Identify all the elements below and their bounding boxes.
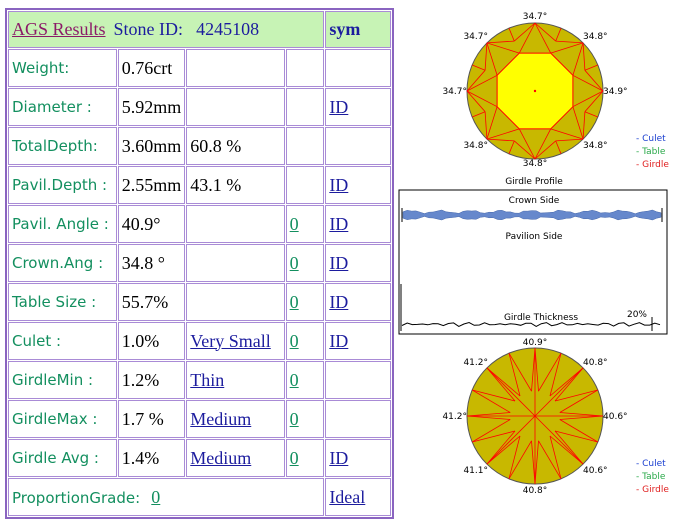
row-label: Diameter : bbox=[8, 88, 117, 126]
row-value: 2.55mm bbox=[118, 166, 186, 204]
row-id bbox=[325, 127, 391, 165]
crown-angle-zero-link[interactable]: 0 bbox=[289, 252, 299, 273]
row-extra bbox=[186, 283, 284, 321]
crown-angle-top: 34.7° bbox=[522, 12, 548, 22]
legend-bottom bbox=[636, 458, 669, 497]
legend-table: - Table bbox=[636, 472, 666, 482]
proportion-grade-link[interactable]: 0 bbox=[151, 486, 161, 507]
row-extra bbox=[186, 49, 284, 87]
table-row bbox=[8, 49, 391, 87]
crown-angle-bottom-left: 34.8° bbox=[463, 141, 488, 151]
row-value: 1.0% bbox=[118, 322, 186, 360]
girdle-max-zero-link[interactable]: 0 bbox=[289, 408, 299, 429]
row-label: Girdle Avg : bbox=[8, 439, 117, 477]
row-value: 1.2% bbox=[118, 361, 186, 399]
table-row bbox=[8, 400, 391, 438]
results-header-row bbox=[8, 11, 391, 48]
row-id bbox=[325, 400, 391, 438]
legend-table: - Table bbox=[636, 147, 666, 157]
culet-zero-link[interactable]: 0 bbox=[289, 330, 299, 351]
culet-grade-link[interactable]: Very Small bbox=[190, 330, 271, 351]
stone-id-value: 4245108 bbox=[196, 19, 260, 39]
row-label: Pavil. Angle : bbox=[8, 205, 117, 243]
girdle-min-zero-link[interactable]: 0 bbox=[289, 369, 299, 390]
row-label: Table Size : bbox=[8, 283, 117, 321]
row-label: GirdleMax : bbox=[8, 400, 117, 438]
girdle-avg-zero-link[interactable]: 0 bbox=[289, 447, 299, 468]
table-row bbox=[8, 439, 391, 477]
diameter-id-link[interactable]: ID bbox=[329, 96, 349, 117]
table-row bbox=[8, 127, 391, 165]
crown-angle-bottom-right: 34.8° bbox=[583, 141, 608, 151]
row-zero bbox=[286, 127, 325, 165]
crown-angle-id-link[interactable]: ID bbox=[329, 252, 349, 273]
sym-label: sym bbox=[329, 19, 361, 39]
row-value: 5.92mm bbox=[118, 88, 186, 126]
row-value: 34.8 ° bbox=[118, 244, 186, 282]
row-label: Pavil.Depth : bbox=[8, 166, 117, 204]
results-table bbox=[5, 8, 394, 519]
row-value: 0.76crt bbox=[118, 49, 186, 87]
proportion-label: ProportionGrade: bbox=[12, 488, 141, 507]
row-extra bbox=[186, 205, 284, 243]
culet-id-link[interactable]: ID bbox=[329, 330, 349, 351]
crown-angle-top-left: 34.7° bbox=[463, 32, 488, 42]
row-value: 1.4% bbox=[118, 439, 186, 477]
girdle-thickness-label: Girdle Thickness bbox=[503, 313, 579, 323]
row-id bbox=[325, 361, 391, 399]
proportion-cell bbox=[8, 478, 324, 516]
crown-angle-right: 34.9° bbox=[603, 87, 628, 97]
row-extra: 43.1 % bbox=[186, 166, 284, 204]
table-row bbox=[8, 322, 391, 360]
pavilion-facet-lines bbox=[467, 348, 603, 484]
girdle-profile-title: Girdle Profile bbox=[505, 177, 563, 187]
table-row bbox=[8, 88, 391, 126]
table-row bbox=[8, 244, 391, 282]
crown-angle-top-right: 34.8° bbox=[583, 32, 608, 42]
pavil-depth-id-link[interactable]: ID bbox=[329, 174, 349, 195]
table-size-zero-link[interactable]: 0 bbox=[289, 291, 299, 312]
table-size-id-link[interactable]: ID bbox=[329, 291, 349, 312]
results-header-cell bbox=[8, 11, 324, 48]
legend-culet: - Culet bbox=[636, 134, 666, 144]
legend-culet: - Culet bbox=[636, 459, 666, 469]
girdle-avg-grade-link[interactable]: Medium bbox=[190, 447, 252, 468]
table-row bbox=[8, 361, 391, 399]
girdle-avg-id-link[interactable]: ID bbox=[329, 447, 349, 468]
table-row bbox=[8, 166, 391, 204]
legend-girdle: - Girdle bbox=[636, 485, 669, 495]
sym-header-cell bbox=[325, 11, 391, 48]
legend-girdle: - Girdle bbox=[636, 160, 669, 170]
ideal-grade-link[interactable]: Ideal bbox=[329, 486, 366, 507]
crown-angle-left: 34.7° bbox=[442, 87, 467, 97]
row-label: TotalDepth: bbox=[8, 127, 117, 165]
row-value: 3.60mm bbox=[118, 127, 186, 165]
ags-results-link[interactable]: AGS Results bbox=[12, 19, 106, 39]
pavilion-view-diagram bbox=[432, 336, 638, 500]
row-label: Culet : bbox=[8, 322, 117, 360]
girdle-band bbox=[403, 210, 661, 220]
row-label: Weight: bbox=[8, 49, 117, 87]
row-extra bbox=[186, 88, 284, 126]
girdle-thickness-percent: 20% bbox=[626, 310, 647, 320]
row-label: Crown.Ang : bbox=[8, 244, 117, 282]
legend-top bbox=[636, 133, 669, 172]
pavilion-side-label: Pavilion Side bbox=[505, 232, 563, 242]
table-row bbox=[8, 283, 391, 321]
table-row bbox=[8, 205, 391, 243]
pavilion-angle-bottom-right: 40.6° bbox=[583, 466, 608, 476]
row-value: 55.7% bbox=[118, 283, 186, 321]
row-extra: 60.8 % bbox=[186, 127, 284, 165]
row-value: 40.9° bbox=[118, 205, 186, 243]
row-zero bbox=[286, 88, 325, 126]
pavilion-angle-left: 41.2° bbox=[442, 412, 467, 422]
crown-side-label: Crown Side bbox=[508, 196, 560, 206]
row-label: GirdleMin : bbox=[8, 361, 117, 399]
stone-id-label: Stone ID: bbox=[113, 19, 184, 39]
crown-view-diagram bbox=[432, 8, 638, 178]
proportion-row bbox=[8, 478, 391, 516]
pavilion-angle-top: 40.9° bbox=[522, 338, 548, 348]
row-zero bbox=[286, 49, 325, 87]
girdle-min-grade-link[interactable]: Thin bbox=[190, 369, 225, 390]
pavilion-angle-top-left: 41.2° bbox=[463, 358, 488, 368]
pavil-angle-zero-link[interactable]: 0 bbox=[289, 213, 299, 234]
pavilion-angle-bottom-left: 41.1° bbox=[463, 466, 488, 476]
girdle-max-grade-link[interactable]: Medium bbox=[190, 408, 252, 429]
crown-center-dot bbox=[534, 90, 536, 92]
girdle-profile-diagram bbox=[398, 172, 670, 336]
row-value: 1.7 % bbox=[118, 400, 186, 438]
pavil-angle-id-link[interactable]: ID bbox=[329, 213, 349, 234]
crown-angle-bottom: 34.8° bbox=[522, 159, 548, 169]
row-zero bbox=[286, 166, 325, 204]
row-id bbox=[325, 49, 391, 87]
pavilion-angle-right: 40.6° bbox=[603, 412, 628, 422]
pavilion-angle-bottom: 40.8° bbox=[522, 486, 548, 496]
row-extra bbox=[186, 244, 284, 282]
pavilion-angle-top-right: 40.8° bbox=[583, 358, 608, 368]
